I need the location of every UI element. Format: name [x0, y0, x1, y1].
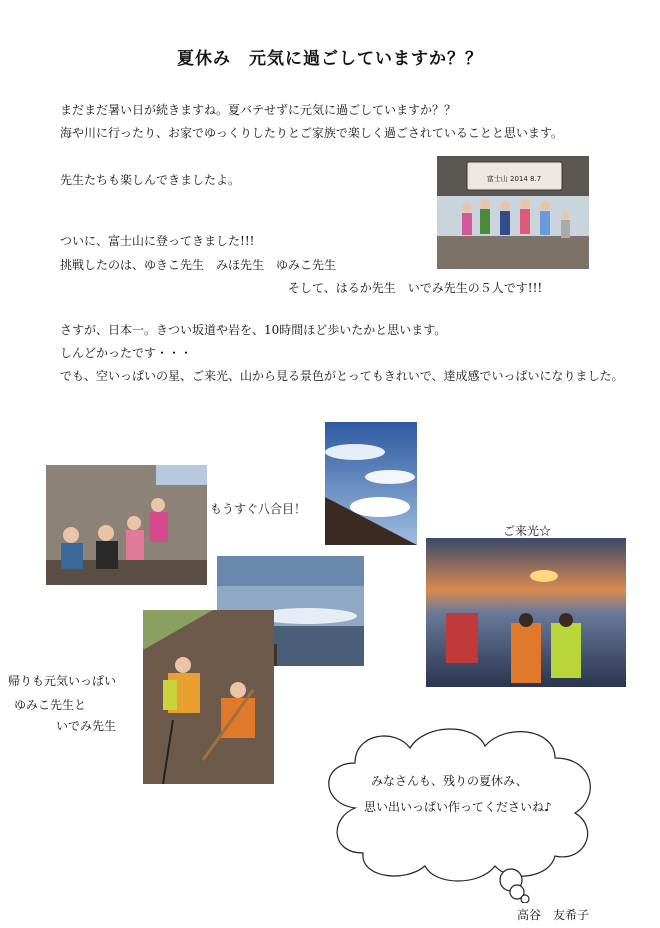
sky-clouds-photo — [325, 422, 417, 545]
bubble-text-line2: 思い出いっぱい作ってくださいね♪ — [364, 800, 552, 814]
paragraph-7: さすが、日本一。きつい坂道や岩を、10時間ほど歩いたかと思います。 — [60, 323, 447, 337]
paragraph-3: 先生たちも楽しんできましたよ。 — [60, 173, 241, 187]
paragraph-8: しんどかったです・・・ — [60, 346, 193, 360]
return-caption-line2: ゆみこ先生と — [14, 698, 87, 712]
summit-group-photo — [437, 156, 589, 269]
summit-sign-text: 富士山 2014 8.7 — [486, 175, 542, 183]
sunrise-photo — [426, 538, 626, 687]
paragraph-1: まだまだ暑い日が続きますね。夏バテせずに元気に過ごしていますか？？ — [60, 103, 457, 117]
bubble-circle-small — [521, 895, 529, 903]
eighth-station-photo — [46, 465, 207, 585]
signature: 高谷 友希子 — [517, 908, 590, 922]
return-caption-line3: いでみ先生 — [56, 719, 117, 733]
sunrise-caption: ご来光☆ — [503, 524, 552, 538]
page-title: 夏休み 元気に過ごしていますか？？ — [177, 49, 483, 69]
paragraph-9: でも、空いっぱいの星、ご来光、山から見る景色がとってもきれいで、達成感でいっぱいになりました。 — [60, 369, 624, 383]
return-caption-line1: 帰りも元気いっぱい — [8, 674, 117, 688]
paragraph-6: そして、はるか先生 いでみ先生の５人です!!! — [288, 281, 543, 295]
paragraph-2: 海や川に行ったり、お家でゆっくりしたりとご家族で楽しく過ごされていることと思います。 — [60, 126, 563, 140]
paragraph-4: ついに、富士山に登ってきました!!! — [60, 234, 255, 248]
return-trip-photo — [143, 610, 274, 784]
bubble-text-line1: みなさんも、残りの夏休み、 — [371, 774, 528, 788]
eighth-station-caption: もうすぐ八合目！ — [210, 502, 307, 516]
paragraph-5: 挑戦したのは、ゆきこ先生 みほ先生 ゆみこ先生 — [60, 258, 337, 272]
